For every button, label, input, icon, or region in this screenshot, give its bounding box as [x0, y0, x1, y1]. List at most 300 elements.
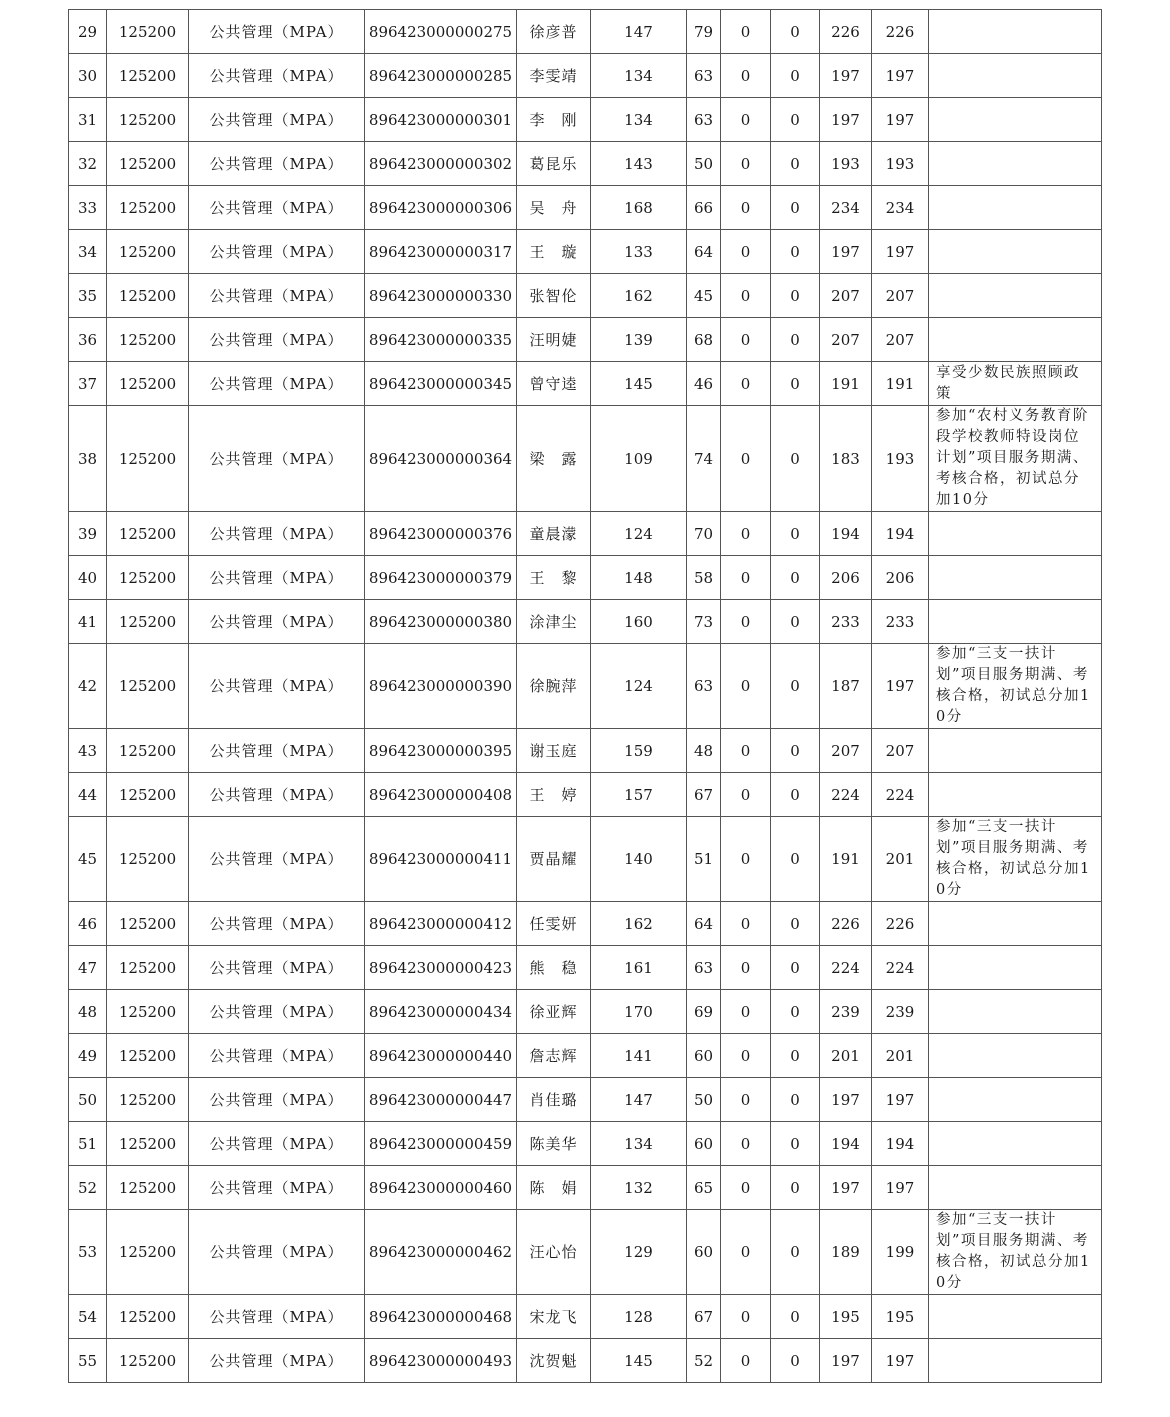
- final-total-cell: 195: [872, 1295, 929, 1339]
- table-row: [69, 1166, 1102, 1210]
- candidate-name-cell: 涂津尘: [517, 600, 591, 644]
- row-number-cell: 55: [69, 1339, 107, 1383]
- exam-id-cell: 896423000000462: [365, 1210, 517, 1295]
- row-number-cell: 29: [69, 10, 107, 54]
- score-2-cell: 68: [687, 318, 721, 362]
- score-2-cell: 63: [687, 644, 721, 729]
- initial-total-cell: 207: [820, 318, 872, 362]
- major-name-cell: 公共管理（MPA）: [189, 98, 365, 142]
- candidate-name-cell: 任雯妍: [517, 902, 591, 946]
- score-2-cell: 70: [687, 512, 721, 556]
- score-2-cell: 52: [687, 1339, 721, 1383]
- major-code-cell: 125200: [107, 773, 189, 817]
- score-4-cell: 0: [771, 142, 820, 186]
- score-4-cell: 0: [771, 54, 820, 98]
- remark-cell: 参加“农村义务教育阶段学校教师特设岗位计划”项目服务期满、考核合格，初试总分加10分: [929, 406, 1102, 512]
- score-2-cell: 60: [687, 1034, 721, 1078]
- candidate-name-cell: 陈 娟: [517, 1166, 591, 1210]
- score-1-cell: 139: [591, 318, 687, 362]
- score-4-cell: 0: [771, 946, 820, 990]
- final-total-cell: 193: [872, 142, 929, 186]
- initial-total-cell: 197: [820, 1166, 872, 1210]
- major-name-cell: 公共管理（MPA）: [189, 1122, 365, 1166]
- candidate-name-cell: 吴 舟: [517, 186, 591, 230]
- exam-id-cell: 896423000000468: [365, 1295, 517, 1339]
- score-4-cell: 0: [771, 1339, 820, 1383]
- table-row: [69, 362, 1102, 406]
- score-1-cell: 170: [591, 990, 687, 1034]
- score-3-cell: 0: [721, 729, 771, 773]
- candidate-name-cell: 陈美华: [517, 1122, 591, 1166]
- major-code-cell: 125200: [107, 230, 189, 274]
- initial-total-cell: 193: [820, 142, 872, 186]
- table-row: [69, 54, 1102, 98]
- row-number-cell: 43: [69, 729, 107, 773]
- row-number-cell: 35: [69, 274, 107, 318]
- remark-cell: [929, 1078, 1102, 1122]
- exam-id-cell: 896423000000302: [365, 142, 517, 186]
- score-4-cell: 0: [771, 773, 820, 817]
- score-1-cell: 134: [591, 1122, 687, 1166]
- exam-id-cell: 896423000000459: [365, 1122, 517, 1166]
- major-code-cell: 125200: [107, 902, 189, 946]
- table-row: [69, 1295, 1102, 1339]
- score-3-cell: 0: [721, 1078, 771, 1122]
- final-total-cell: 226: [872, 902, 929, 946]
- final-total-cell: 197: [872, 230, 929, 274]
- score-3-cell: 0: [721, 274, 771, 318]
- score-3-cell: 0: [721, 512, 771, 556]
- major-code-cell: 125200: [107, 729, 189, 773]
- candidate-name-cell: 宋龙飞: [517, 1295, 591, 1339]
- exam-id-cell: 896423000000493: [365, 1339, 517, 1383]
- remark-cell: [929, 10, 1102, 54]
- table-row: [69, 990, 1102, 1034]
- exam-id-cell: 896423000000275: [365, 10, 517, 54]
- initial-total-cell: 224: [820, 773, 872, 817]
- exam-id-cell: 896423000000380: [365, 600, 517, 644]
- final-total-cell: 207: [872, 274, 929, 318]
- major-name-cell: 公共管理（MPA）: [189, 946, 365, 990]
- final-total-cell: 194: [872, 1122, 929, 1166]
- exam-id-cell: 896423000000408: [365, 773, 517, 817]
- score-3-cell: 0: [721, 318, 771, 362]
- major-code-cell: 125200: [107, 644, 189, 729]
- initial-total-cell: 197: [820, 98, 872, 142]
- score-2-cell: 60: [687, 1210, 721, 1295]
- major-code-cell: 125200: [107, 1078, 189, 1122]
- score-4-cell: 0: [771, 644, 820, 729]
- score-3-cell: 0: [721, 902, 771, 946]
- score-3-cell: 0: [721, 990, 771, 1034]
- final-total-cell: 199: [872, 1210, 929, 1295]
- row-number-cell: 41: [69, 600, 107, 644]
- major-code-cell: 125200: [107, 1210, 189, 1295]
- major-code-cell: 125200: [107, 1122, 189, 1166]
- major-name-cell: 公共管理（MPA）: [189, 600, 365, 644]
- remark-cell: [929, 142, 1102, 186]
- table-row: [69, 600, 1102, 644]
- initial-total-cell: 189: [820, 1210, 872, 1295]
- score-2-cell: 63: [687, 98, 721, 142]
- candidate-name-cell: 李雯靖: [517, 54, 591, 98]
- score-1-cell: 129: [591, 1210, 687, 1295]
- score-3-cell: 0: [721, 98, 771, 142]
- row-number-cell: 54: [69, 1295, 107, 1339]
- candidate-name-cell: 童晨濛: [517, 512, 591, 556]
- remark-cell: [929, 1295, 1102, 1339]
- row-number-cell: 45: [69, 817, 107, 902]
- major-name-cell: 公共管理（MPA）: [189, 1295, 365, 1339]
- score-2-cell: 46: [687, 362, 721, 406]
- score-1-cell: 159: [591, 729, 687, 773]
- initial-total-cell: 191: [820, 817, 872, 902]
- candidate-name-cell: 曾守逵: [517, 362, 591, 406]
- score-2-cell: 50: [687, 142, 721, 186]
- final-total-cell: 224: [872, 946, 929, 990]
- row-number-cell: 52: [69, 1166, 107, 1210]
- major-code-cell: 125200: [107, 318, 189, 362]
- initial-total-cell: 195: [820, 1295, 872, 1339]
- row-number-cell: 34: [69, 230, 107, 274]
- score-2-cell: 64: [687, 230, 721, 274]
- score-4-cell: 0: [771, 1210, 820, 1295]
- exam-id-cell: 896423000000301: [365, 98, 517, 142]
- score-4-cell: 0: [771, 556, 820, 600]
- major-code-cell: 125200: [107, 54, 189, 98]
- exam-id-cell: 896423000000335: [365, 318, 517, 362]
- initial-total-cell: 201: [820, 1034, 872, 1078]
- initial-total-cell: 194: [820, 512, 872, 556]
- score-3-cell: 0: [721, 556, 771, 600]
- major-name-cell: 公共管理（MPA）: [189, 1166, 365, 1210]
- row-number-cell: 39: [69, 512, 107, 556]
- score-2-cell: 64: [687, 902, 721, 946]
- candidate-name-cell: 王 婷: [517, 773, 591, 817]
- major-name-cell: 公共管理（MPA）: [189, 817, 365, 902]
- score-1-cell: 145: [591, 362, 687, 406]
- remark-cell: [929, 274, 1102, 318]
- final-total-cell: 201: [872, 817, 929, 902]
- table-row: [69, 10, 1102, 54]
- score-3-cell: 0: [721, 10, 771, 54]
- score-2-cell: 48: [687, 729, 721, 773]
- major-name-cell: 公共管理（MPA）: [189, 773, 365, 817]
- row-number-cell: 51: [69, 1122, 107, 1166]
- score-3-cell: 0: [721, 186, 771, 230]
- remark-cell: [929, 902, 1102, 946]
- final-total-cell: 234: [872, 186, 929, 230]
- score-3-cell: 0: [721, 54, 771, 98]
- final-total-cell: 193: [872, 406, 929, 512]
- score-3-cell: 0: [721, 600, 771, 644]
- score-2-cell: 50: [687, 1078, 721, 1122]
- score-3-cell: 0: [721, 1034, 771, 1078]
- major-code-cell: 125200: [107, 1166, 189, 1210]
- final-total-cell: 197: [872, 54, 929, 98]
- major-code-cell: 125200: [107, 946, 189, 990]
- remark-cell: [929, 600, 1102, 644]
- score-1-cell: 147: [591, 1078, 687, 1122]
- major-code-cell: 125200: [107, 362, 189, 406]
- score-3-cell: 0: [721, 644, 771, 729]
- score-2-cell: 65: [687, 1166, 721, 1210]
- remark-cell: [929, 512, 1102, 556]
- major-name-cell: 公共管理（MPA）: [189, 1078, 365, 1122]
- final-total-cell: 207: [872, 729, 929, 773]
- remark-cell: [929, 98, 1102, 142]
- table-row: [69, 1034, 1102, 1078]
- remark-cell: 享受少数民族照顾政策: [929, 362, 1102, 406]
- major-name-cell: 公共管理（MPA）: [189, 54, 365, 98]
- major-name-cell: 公共管理（MPA）: [189, 362, 365, 406]
- table-row: [69, 946, 1102, 990]
- candidate-name-cell: 肖佳璐: [517, 1078, 591, 1122]
- major-name-cell: 公共管理（MPA）: [189, 274, 365, 318]
- remark-cell: 参加“三支一扶计划”项目服务期满、考核合格，初试总分加10分: [929, 644, 1102, 729]
- major-code-cell: 125200: [107, 186, 189, 230]
- major-name-cell: 公共管理（MPA）: [189, 902, 365, 946]
- table-row: [69, 902, 1102, 946]
- initial-total-cell: 206: [820, 556, 872, 600]
- row-number-cell: 44: [69, 773, 107, 817]
- remark-cell: [929, 1339, 1102, 1383]
- score-3-cell: 0: [721, 817, 771, 902]
- score-3-cell: 0: [721, 1339, 771, 1383]
- remark-cell: 参加“三支一扶计划”项目服务期满、考核合格，初试总分加10分: [929, 817, 1102, 902]
- major-name-cell: 公共管理（MPA）: [189, 556, 365, 600]
- final-total-cell: 194: [872, 512, 929, 556]
- candidate-name-cell: 熊 稳: [517, 946, 591, 990]
- exam-id-cell: 896423000000460: [365, 1166, 517, 1210]
- score-2-cell: 79: [687, 10, 721, 54]
- score-1-cell: 168: [591, 186, 687, 230]
- exam-id-cell: 896423000000317: [365, 230, 517, 274]
- score-4-cell: 0: [771, 274, 820, 318]
- candidate-name-cell: 贾晶耀: [517, 817, 591, 902]
- remark-cell: 参加“三支一扶计划”项目服务期满、考核合格，初试总分加10分: [929, 1210, 1102, 1295]
- major-name-cell: 公共管理（MPA）: [189, 1339, 365, 1383]
- candidate-name-cell: 汪明婕: [517, 318, 591, 362]
- candidate-name-cell: 李 刚: [517, 98, 591, 142]
- exam-id-cell: 896423000000411: [365, 817, 517, 902]
- score-1-cell: 147: [591, 10, 687, 54]
- score-1-cell: 145: [591, 1339, 687, 1383]
- major-code-cell: 125200: [107, 512, 189, 556]
- remark-cell: [929, 773, 1102, 817]
- remark-cell: [929, 54, 1102, 98]
- major-name-cell: 公共管理（MPA）: [189, 230, 365, 274]
- row-number-cell: 31: [69, 98, 107, 142]
- candidate-name-cell: 张智伦: [517, 274, 591, 318]
- initial-total-cell: 226: [820, 902, 872, 946]
- table-row: [69, 230, 1102, 274]
- row-number-cell: 30: [69, 54, 107, 98]
- score-1-cell: 160: [591, 600, 687, 644]
- score-2-cell: 73: [687, 600, 721, 644]
- candidate-name-cell: 谢玉庭: [517, 729, 591, 773]
- candidate-name-cell: 沈贺魁: [517, 1339, 591, 1383]
- major-name-cell: 公共管理（MPA）: [189, 512, 365, 556]
- final-total-cell: 233: [872, 600, 929, 644]
- row-number-cell: 53: [69, 1210, 107, 1295]
- score-4-cell: 0: [771, 1122, 820, 1166]
- major-name-cell: 公共管理（MPA）: [189, 1034, 365, 1078]
- score-1-cell: 162: [591, 902, 687, 946]
- table-row: [69, 644, 1102, 729]
- remark-cell: [929, 186, 1102, 230]
- remark-cell: [929, 318, 1102, 362]
- score-1-cell: 134: [591, 98, 687, 142]
- score-2-cell: 74: [687, 406, 721, 512]
- initial-total-cell: 226: [820, 10, 872, 54]
- score-4-cell: 0: [771, 1034, 820, 1078]
- score-4-cell: 0: [771, 186, 820, 230]
- remark-cell: [929, 1034, 1102, 1078]
- major-name-cell: 公共管理（MPA）: [189, 406, 365, 512]
- exam-id-cell: 896423000000379: [365, 556, 517, 600]
- initial-total-cell: 183: [820, 406, 872, 512]
- score-3-cell: 0: [721, 406, 771, 512]
- major-name-cell: 公共管理（MPA）: [189, 644, 365, 729]
- table-row: [69, 512, 1102, 556]
- exam-id-cell: 896423000000447: [365, 1078, 517, 1122]
- exam-id-cell: 896423000000412: [365, 902, 517, 946]
- score-table-body: [69, 10, 1102, 1383]
- major-name-cell: 公共管理（MPA）: [189, 142, 365, 186]
- initial-total-cell: 239: [820, 990, 872, 1034]
- score-3-cell: 0: [721, 362, 771, 406]
- score-1-cell: 133: [591, 230, 687, 274]
- row-number-cell: 46: [69, 902, 107, 946]
- row-number-cell: 50: [69, 1078, 107, 1122]
- initial-total-cell: 197: [820, 1339, 872, 1383]
- major-name-cell: 公共管理（MPA）: [189, 729, 365, 773]
- exam-id-cell: 896423000000440: [365, 1034, 517, 1078]
- remark-cell: [929, 1166, 1102, 1210]
- exam-id-cell: 896423000000376: [365, 512, 517, 556]
- row-number-cell: 38: [69, 406, 107, 512]
- score-1-cell: 124: [591, 512, 687, 556]
- row-number-cell: 32: [69, 142, 107, 186]
- row-number-cell: 48: [69, 990, 107, 1034]
- table-row: [69, 773, 1102, 817]
- exam-id-cell: 896423000000285: [365, 54, 517, 98]
- score-1-cell: 128: [591, 1295, 687, 1339]
- candidate-name-cell: 葛昆乐: [517, 142, 591, 186]
- table-row: [69, 142, 1102, 186]
- candidate-name-cell: 徐亚辉: [517, 990, 591, 1034]
- exam-id-cell: 896423000000395: [365, 729, 517, 773]
- score-3-cell: 0: [721, 773, 771, 817]
- initial-total-cell: 197: [820, 230, 872, 274]
- score-1-cell: 140: [591, 817, 687, 902]
- score-2-cell: 69: [687, 990, 721, 1034]
- table-row: [69, 186, 1102, 230]
- candidate-name-cell: 徐彦普: [517, 10, 591, 54]
- score-4-cell: 0: [771, 990, 820, 1034]
- score-2-cell: 63: [687, 54, 721, 98]
- table-row: [69, 318, 1102, 362]
- remark-cell: [929, 990, 1102, 1034]
- score-1-cell: 109: [591, 406, 687, 512]
- major-code-cell: 125200: [107, 142, 189, 186]
- final-total-cell: 197: [872, 644, 929, 729]
- final-total-cell: 191: [872, 362, 929, 406]
- initial-total-cell: 234: [820, 186, 872, 230]
- table-row: [69, 817, 1102, 902]
- score-1-cell: 141: [591, 1034, 687, 1078]
- score-1-cell: 161: [591, 946, 687, 990]
- major-name-cell: 公共管理（MPA）: [189, 186, 365, 230]
- score-3-cell: 0: [721, 230, 771, 274]
- row-number-cell: 36: [69, 318, 107, 362]
- score-1-cell: 162: [591, 274, 687, 318]
- final-total-cell: 197: [872, 1166, 929, 1210]
- exam-id-cell: 896423000000345: [365, 362, 517, 406]
- score-4-cell: 0: [771, 1295, 820, 1339]
- score-1-cell: 148: [591, 556, 687, 600]
- major-code-cell: 125200: [107, 1295, 189, 1339]
- initial-total-cell: 233: [820, 600, 872, 644]
- exam-id-cell: 896423000000423: [365, 946, 517, 990]
- row-number-cell: 42: [69, 644, 107, 729]
- final-total-cell: 239: [872, 990, 929, 1034]
- score-1-cell: 124: [591, 644, 687, 729]
- table-row: [69, 1339, 1102, 1383]
- score-2-cell: 58: [687, 556, 721, 600]
- score-2-cell: 45: [687, 274, 721, 318]
- score-1-cell: 132: [591, 1166, 687, 1210]
- major-code-cell: 125200: [107, 1339, 189, 1383]
- score-3-cell: 0: [721, 1295, 771, 1339]
- score-4-cell: 0: [771, 406, 820, 512]
- score-4-cell: 0: [771, 230, 820, 274]
- initial-total-cell: 194: [820, 1122, 872, 1166]
- exam-id-cell: 896423000000364: [365, 406, 517, 512]
- exam-id-cell: 896423000000330: [365, 274, 517, 318]
- initial-total-cell: 197: [820, 54, 872, 98]
- candidate-name-cell: 王 黎: [517, 556, 591, 600]
- major-name-cell: 公共管理（MPA）: [189, 10, 365, 54]
- score-3-cell: 0: [721, 946, 771, 990]
- major-code-cell: 125200: [107, 98, 189, 142]
- remark-cell: [929, 230, 1102, 274]
- score-4-cell: 0: [771, 600, 820, 644]
- score-2-cell: 51: [687, 817, 721, 902]
- score-2-cell: 67: [687, 773, 721, 817]
- score-1-cell: 157: [591, 773, 687, 817]
- major-code-cell: 125200: [107, 990, 189, 1034]
- score-4-cell: 0: [771, 729, 820, 773]
- final-total-cell: 226: [872, 10, 929, 54]
- final-total-cell: 207: [872, 318, 929, 362]
- table-row: [69, 274, 1102, 318]
- row-number-cell: 40: [69, 556, 107, 600]
- score-table: [68, 9, 1102, 1383]
- final-total-cell: 197: [872, 1339, 929, 1383]
- major-code-cell: 125200: [107, 1034, 189, 1078]
- candidate-name-cell: 詹志辉: [517, 1034, 591, 1078]
- remark-cell: [929, 946, 1102, 990]
- table-row: [69, 1210, 1102, 1295]
- score-3-cell: 0: [721, 1122, 771, 1166]
- score-4-cell: 0: [771, 1078, 820, 1122]
- candidate-name-cell: 汪心怡: [517, 1210, 591, 1295]
- final-total-cell: 201: [872, 1034, 929, 1078]
- major-code-cell: 125200: [107, 600, 189, 644]
- initial-total-cell: 224: [820, 946, 872, 990]
